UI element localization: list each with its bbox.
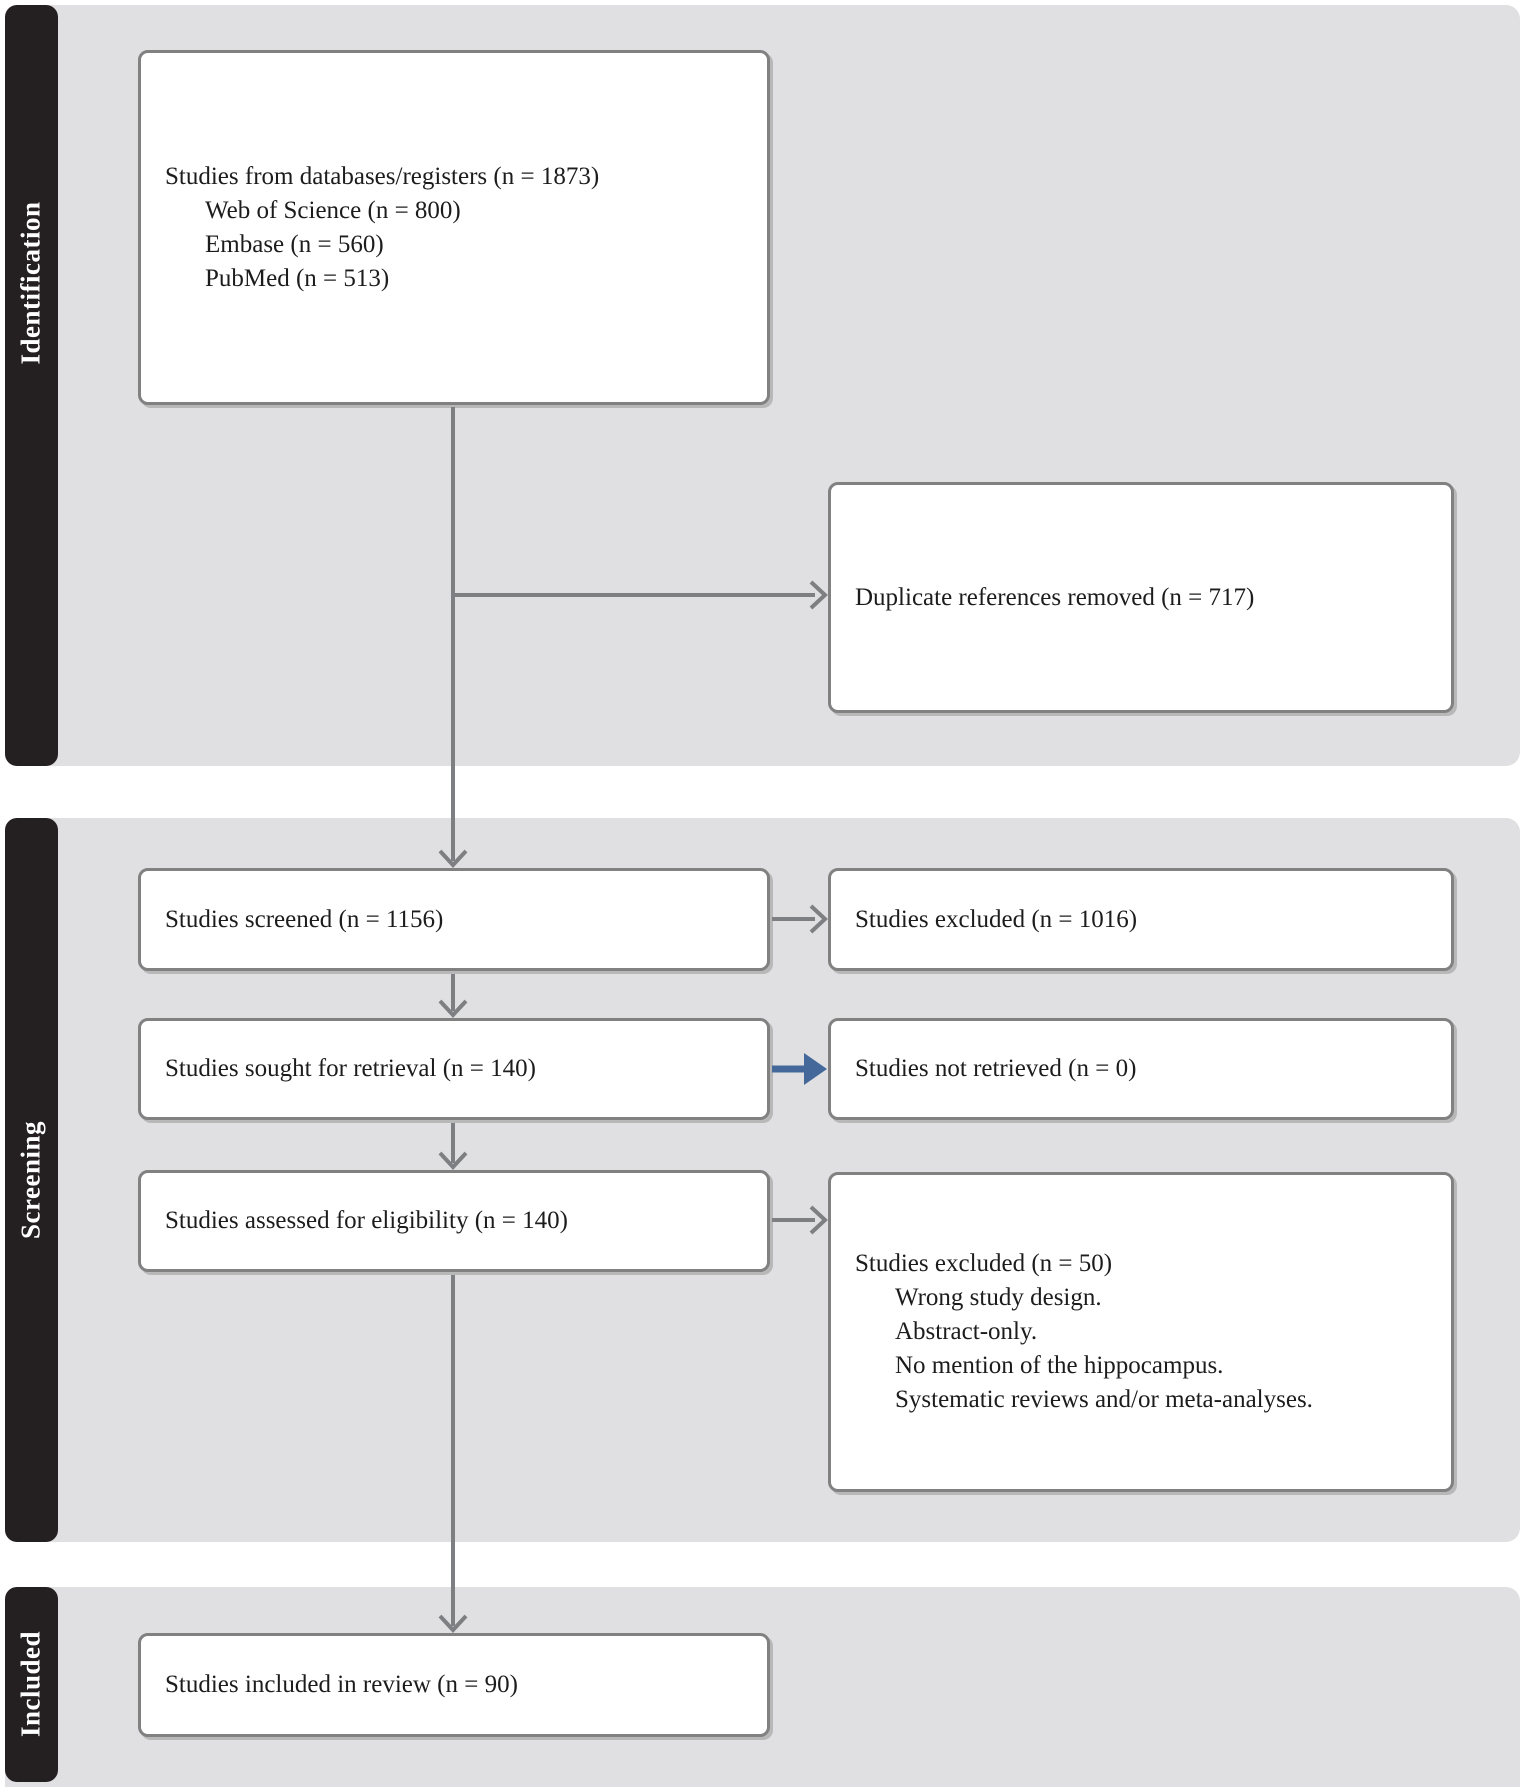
box-item: PubMed (n = 513): [205, 264, 390, 292]
box-title: Studies excluded (n = 50): [855, 1250, 1113, 1277]
arrow-databases-to-screened: [440, 407, 466, 865]
stage-label-identification: Identification: [15, 201, 46, 365]
box-title: Studies not retrieved (n = 0): [855, 1055, 1137, 1082]
box-item: Embase (n = 560): [205, 230, 384, 258]
box-item: Web of Science (n = 800): [205, 196, 461, 224]
box-item: Abstract-only.: [895, 1318, 1038, 1345]
box-title: Duplicate references removed (n = 717): [855, 583, 1255, 611]
box-title: Studies included in review (n = 90): [165, 1671, 518, 1698]
arrow-assessed-to-excluded: [772, 1207, 825, 1233]
box-title: Studies assessed for eligibility (n = 140): [165, 1207, 568, 1234]
box-item: Systematic reviews and/or meta-analyses.: [895, 1386, 1313, 1413]
box-item: Wrong study design.: [895, 1284, 1102, 1311]
arrow-screened-to-sought: [440, 974, 466, 1015]
box-title: Studies sought for retrieval (n = 140): [165, 1055, 536, 1082]
arrow-screened-to-excluded: [772, 906, 825, 932]
arrow-to-duplicates-removed: [453, 582, 825, 608]
stage-label-screening: Screening: [15, 1121, 46, 1239]
stage-label-included: Included: [15, 1630, 46, 1738]
box-title: Studies excluded (n = 1016): [855, 905, 1138, 933]
arrow-sought-to-not-retrieved: [772, 1053, 827, 1085]
arrow-assessed-to-included: [440, 1275, 466, 1630]
arrow-sought-to-assessed: [440, 1123, 466, 1167]
box-item: No mention of the hippocampus.: [895, 1352, 1224, 1379]
box-title: Studies from databases/registers (n = 1873): [165, 162, 600, 190]
box-title: Studies screened (n = 1156): [165, 905, 444, 933]
